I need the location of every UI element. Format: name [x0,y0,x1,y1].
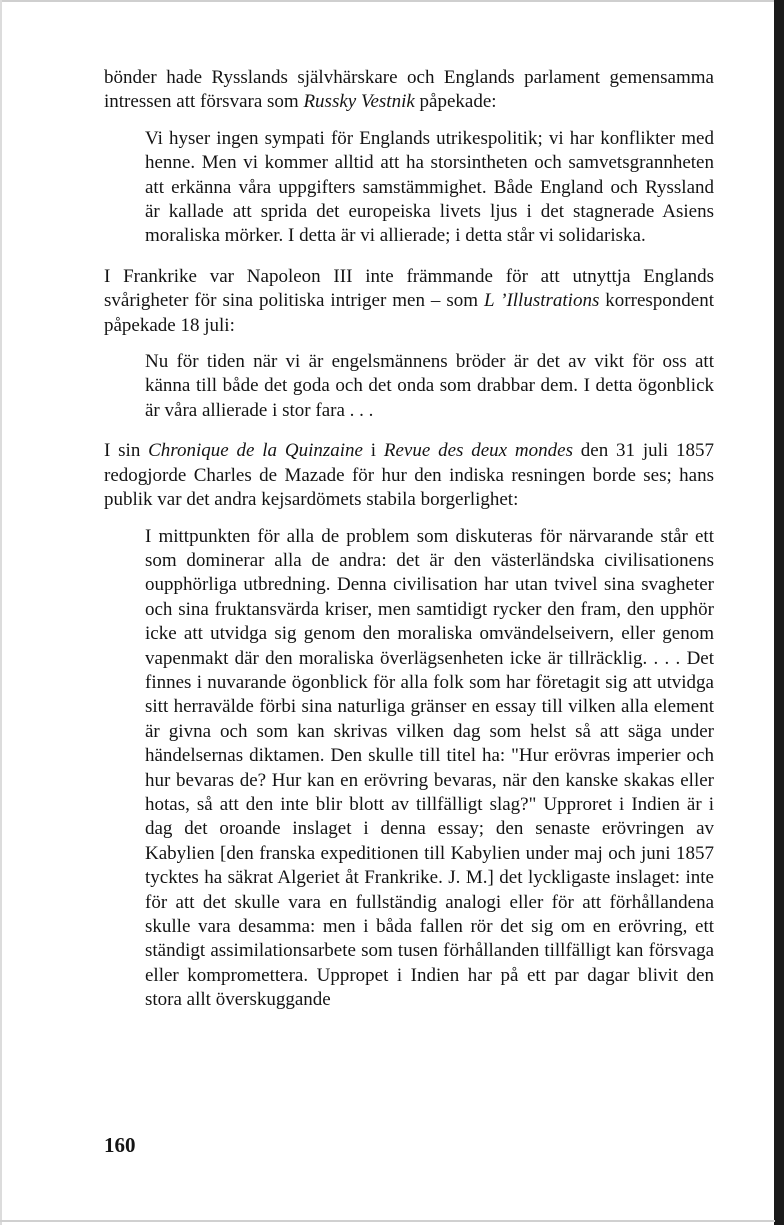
quote-text: Vi hyser ingen sympati för Englands utrikespolitik; vi har konflikter med henne. Men vi kommer alltid att ha storsintheten och samvetsgrannheten att erkänna våra uppgifters samstämmighet. Både England och Ryssland är kallade att sprida det europeiska livets ljus i det stagnerade Asiens moraliska mörker. I detta är vi allierade; i detta står vi solidariska. [145,127,714,247]
body-paragraph-1 [104,66,714,115]
paragraph-text: den 31 juli 1857 redogjorde Charles de Mazade för hur den indiska resningen borde ses; hans publik var det andra kejsardömets stabila borgerlighet: [104,440,714,511]
quote-text: Nu för tiden när vi är engelsmännens bröder är det av vikt för oss att känna till både det goda och det onda som drabbar dem. I detta ögonblick är våra allierade i stor fara . . . [145,351,714,421]
page-number: 160 [104,1133,136,1157]
scan-edge-left [0,0,2,1225]
block-quote-3 [145,525,714,1013]
block-quote-2 [145,350,714,423]
scan-edge-bottom [0,1220,775,1222]
publication-title: L ’Illustrations [483,290,600,312]
scan-edge-top [0,0,775,2]
publication-title: Russky Vestnik [303,91,415,113]
paragraph-text: påpekade: [414,91,497,113]
paragraph-text: i [362,440,384,462]
paragraph-text: I sin [104,440,149,462]
body-paragraph-2 [104,265,714,338]
publication-title: Revue des deux mondes [383,440,573,462]
column-title: Chronique de la Quinzaine [148,440,363,462]
page-text-block [104,66,714,1029]
quote-text: I mittpunkten för alla de problem som diskuteras för närvarande står ett som dominerar alla de andra: det är den västerländska civilisationens oupphörliga utbredning. Denna civilisation har utan tvivel sina svagheter och sina fruktansvärda kriser, men samtidigt rycker den fram, den upphör icke att utvidga sig genom den moraliska omvändelseivern, eller genom vapenmakt där den moraliska överlägsenheten icke är tillräcklig. . . . Det finnes i nuvarande ögonblick för alla folk som har företagit sig att utvidga sitt herravälde förbi sina naturliga gränser en essay till vilken alla element är givna och som kan skrivas vilken dag som helst så att säga under händelsernas diktamen. Den skulle till titel ha: "Hur erövras imperier och hur bevaras de? Hur kan en erövring bevaras, när den kanske skakas eller hotas, så att den inte blir blott av tillfälligt slag?" Upproret i Indien är i dag det oroande inslaget i denna essay; den senaste erövringen av Kabylien [den franska expeditionen till Kabylien under maj och juni 1857 tycktes ha säkrat Algeriet åt Frankrike. J. M.] det lyckligaste inslaget: inte för att det skulle vara en fullständig analogi eller för att förhållandena skulle vara desamma: men i båda fallen rör det sig om en erövring, ett ständigt assimilationsarbete som tusen förhållanden tillfälligt kan försvaga eller kompromettera. Uppropet i Indien har på ett par dagar blivit den stora allt överskuggande [145,525,714,1011]
paragraph-text: I Frankrike var Napoleon III inte främmande för att utnyttja Englands svårigheter för sina politiska intriger men – som [104,265,714,312]
block-quote-1 [145,127,714,249]
body-paragraph-3 [104,439,714,512]
paragraph-text: korrespondent påpekade 18 juli: [104,290,714,336]
scan-edge-right [774,0,784,1225]
paragraph-text: bönder hade Rysslands självhärskare och Englands parlament gemensamma intressen att försvara som [104,67,714,113]
